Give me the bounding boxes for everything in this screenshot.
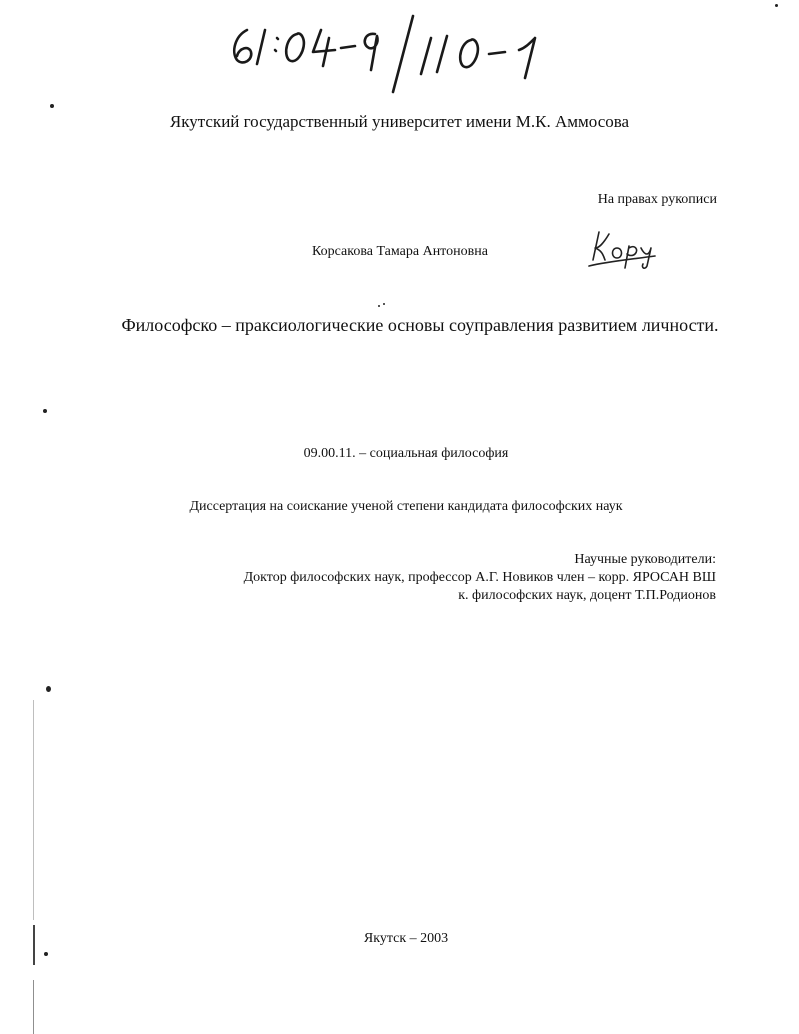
advisors-heading: Научные руководители:	[574, 552, 716, 567]
scan-speck	[44, 952, 48, 956]
university-name: Якутский государственный университет имени М.К. Аммосова	[169, 112, 630, 131]
degree-statement: Диссертация на соискание ученой степени кандидата философских наук	[189, 499, 623, 514]
rights-note: На правах рукописи	[597, 192, 717, 207]
scientific-advisors	[244, 551, 716, 605]
scan-speck	[383, 303, 385, 305]
scan-margin-line	[33, 700, 34, 920]
advisor-2: к. философских наук, доцент Т.П.Родионов	[458, 588, 716, 603]
specialty-code: 09.00.11. – социальная философия	[303, 446, 509, 461]
author-name: Корсакова Тамара Антоновна	[312, 244, 488, 259]
handwritten-code-drawing	[225, 8, 565, 98]
scan-speck	[43, 409, 47, 413]
scan-speck	[46, 686, 51, 692]
advisor-1: Доктор философских наук, профессор А.Г. Новиков член – корр. ЯРОСАН ВШ	[243, 570, 716, 585]
scan-speck	[50, 104, 54, 108]
dissertation-title: Философско – праксиологические основы соуправления развитием личности.	[121, 315, 719, 335]
scan-speck	[378, 305, 380, 307]
city-and-year: Якутск – 2003	[363, 931, 449, 946]
scan-speck	[775, 4, 778, 7]
scan-margin-line	[33, 925, 35, 965]
handwritten-archive-code	[225, 8, 565, 98]
signature-drawing	[585, 226, 665, 271]
handwritten-signature	[585, 226, 665, 271]
scan-margin-line	[33, 980, 34, 1034]
